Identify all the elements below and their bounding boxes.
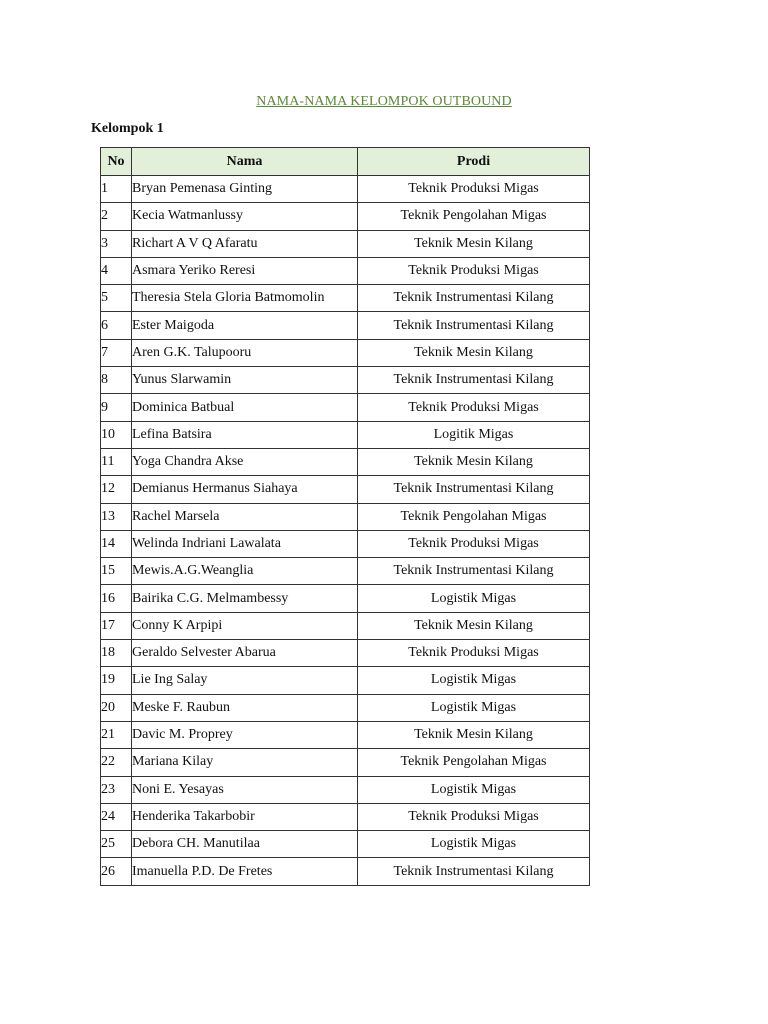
cell-no: 24: [101, 803, 132, 830]
cell-no: 1: [101, 176, 132, 203]
table-row: [101, 230, 590, 257]
cell-prodi: Teknik Produksi Migas: [358, 176, 590, 203]
cell-prodi: Teknik Instrumentasi Kilang: [358, 858, 590, 885]
table-header: [101, 148, 590, 176]
cell-no: 19: [101, 667, 132, 694]
table-row: [101, 421, 590, 448]
table-row: [101, 476, 590, 503]
cell-prodi: Teknik Pengolahan Migas: [358, 503, 590, 530]
cell-no: 14: [101, 530, 132, 557]
table-row: [101, 176, 590, 203]
cell-no: 13: [101, 503, 132, 530]
cell-no: 11: [101, 448, 132, 475]
cell-nama: Conny K Arpipi: [132, 612, 358, 639]
table-row: [101, 257, 590, 284]
cell-prodi: Logistik Migas: [358, 831, 590, 858]
cell-no: 3: [101, 230, 132, 257]
cell-prodi: Teknik Instrumentasi Kilang: [358, 476, 590, 503]
cell-nama: Lefina Batsira: [132, 421, 358, 448]
table-row: [101, 858, 590, 885]
cell-nama: Henderika Takarbobir: [132, 803, 358, 830]
cell-prodi: Teknik Instrumentasi Kilang: [358, 367, 590, 394]
cell-prodi: Teknik Mesin Kilang: [358, 230, 590, 257]
cell-no: 7: [101, 339, 132, 366]
table-row: [101, 203, 590, 230]
table-row: [101, 503, 590, 530]
cell-no: 26: [101, 858, 132, 885]
cell-nama: Meske F. Raubun: [132, 694, 358, 721]
cell-prodi: Teknik Instrumentasi Kilang: [358, 285, 590, 312]
cell-no: 15: [101, 558, 132, 585]
cell-prodi: Teknik Produksi Migas: [358, 257, 590, 284]
cell-no: 20: [101, 694, 132, 721]
cell-no: 17: [101, 612, 132, 639]
table-row: [101, 394, 590, 421]
table-body: [101, 176, 590, 886]
header-no: No: [101, 148, 132, 176]
cell-no: 16: [101, 585, 132, 612]
cell-nama: Noni E. Yesayas: [132, 776, 358, 803]
cell-prodi: Teknik Instrumentasi Kilang: [358, 558, 590, 585]
cell-nama: Yunus Slarwamin: [132, 367, 358, 394]
members-table: [100, 147, 590, 886]
cell-nama: Kecia Watmanlussy: [132, 203, 358, 230]
cell-prodi: Teknik Instrumentasi Kilang: [358, 312, 590, 339]
header-nama: Nama: [132, 148, 358, 176]
cell-prodi: Teknik Mesin Kilang: [358, 612, 590, 639]
cell-no: 21: [101, 721, 132, 748]
cell-no: 23: [101, 776, 132, 803]
cell-nama: Imanuella P.D. De Fretes: [132, 858, 358, 885]
cell-prodi: Teknik Mesin Kilang: [358, 339, 590, 366]
table-row: [101, 612, 590, 639]
cell-nama: Ester Maigoda: [132, 312, 358, 339]
header-prodi: Prodi: [358, 148, 590, 176]
cell-no: 2: [101, 203, 132, 230]
cell-prodi: Logistik Migas: [358, 667, 590, 694]
table-row: [101, 803, 590, 830]
table-row: [101, 640, 590, 667]
cell-nama: Yoga Chandra Akse: [132, 448, 358, 475]
cell-no: 22: [101, 749, 132, 776]
cell-nama: Rachel Marsela: [132, 503, 358, 530]
table-row: [101, 339, 590, 366]
cell-nama: Bryan Pemenasa Ginting: [132, 176, 358, 203]
cell-no: 6: [101, 312, 132, 339]
cell-prodi: Teknik Pengolahan Migas: [358, 203, 590, 230]
table-row: [101, 530, 590, 557]
cell-prodi: Teknik Produksi Migas: [358, 394, 590, 421]
cell-nama: Davic M. Proprey: [132, 721, 358, 748]
cell-nama: Asmara Yeriko Reresi: [132, 257, 358, 284]
cell-no: 9: [101, 394, 132, 421]
cell-nama: Mewis.A.G.Weanglia: [132, 558, 358, 585]
cell-no: 10: [101, 421, 132, 448]
cell-no: 25: [101, 831, 132, 858]
cell-no: 5: [101, 285, 132, 312]
cell-prodi: Logistik Migas: [358, 776, 590, 803]
table-row: [101, 694, 590, 721]
cell-nama: Mariana Kilay: [132, 749, 358, 776]
table-row: [101, 831, 590, 858]
cell-nama: Geraldo Selvester Abarua: [132, 640, 358, 667]
cell-nama: Welinda Indriani Lawalata: [132, 530, 358, 557]
cell-nama: Bairika C.G. Melmambessy: [132, 585, 358, 612]
cell-nama: Dominica Batbual: [132, 394, 358, 421]
cell-no: 4: [101, 257, 132, 284]
cell-nama: Richart A V Q Afaratu: [132, 230, 358, 257]
cell-prodi: Logistik Migas: [358, 585, 590, 612]
cell-nama: Demianus Hermanus Siahaya: [132, 476, 358, 503]
header-row: [101, 148, 590, 176]
table-row: [101, 285, 590, 312]
cell-prodi: Teknik Produksi Migas: [358, 530, 590, 557]
cell-prodi: Teknik Mesin Kilang: [358, 448, 590, 475]
table-row: [101, 721, 590, 748]
cell-nama: Aren G.K. Talupooru: [132, 339, 358, 366]
table-row: [101, 776, 590, 803]
cell-prodi: Teknik Pengolahan Migas: [358, 749, 590, 776]
cell-no: 12: [101, 476, 132, 503]
cell-prodi: Teknik Produksi Migas: [358, 803, 590, 830]
cell-no: 8: [101, 367, 132, 394]
cell-prodi: Logitik Migas: [358, 421, 590, 448]
cell-prodi: Logistik Migas: [358, 694, 590, 721]
group-heading: Kelompok 1: [91, 121, 164, 136]
cell-no: 18: [101, 640, 132, 667]
cell-nama: Lie Ing Salay: [132, 667, 358, 694]
table-row: [101, 367, 590, 394]
cell-prodi: Teknik Mesin Kilang: [358, 721, 590, 748]
table-row: [101, 448, 590, 475]
table-row: [101, 558, 590, 585]
cell-prodi: Teknik Produksi Migas: [358, 640, 590, 667]
cell-nama: Theresia Stela Gloria Batmomolin: [132, 285, 358, 312]
document-title: NAMA-NAMA KELOMPOK OUTBOUND: [256, 94, 512, 109]
table-row: [101, 585, 590, 612]
table-row: [101, 749, 590, 776]
cell-nama: Debora CH. Manutilaa: [132, 831, 358, 858]
table-row: [101, 312, 590, 339]
table-row: [101, 667, 590, 694]
